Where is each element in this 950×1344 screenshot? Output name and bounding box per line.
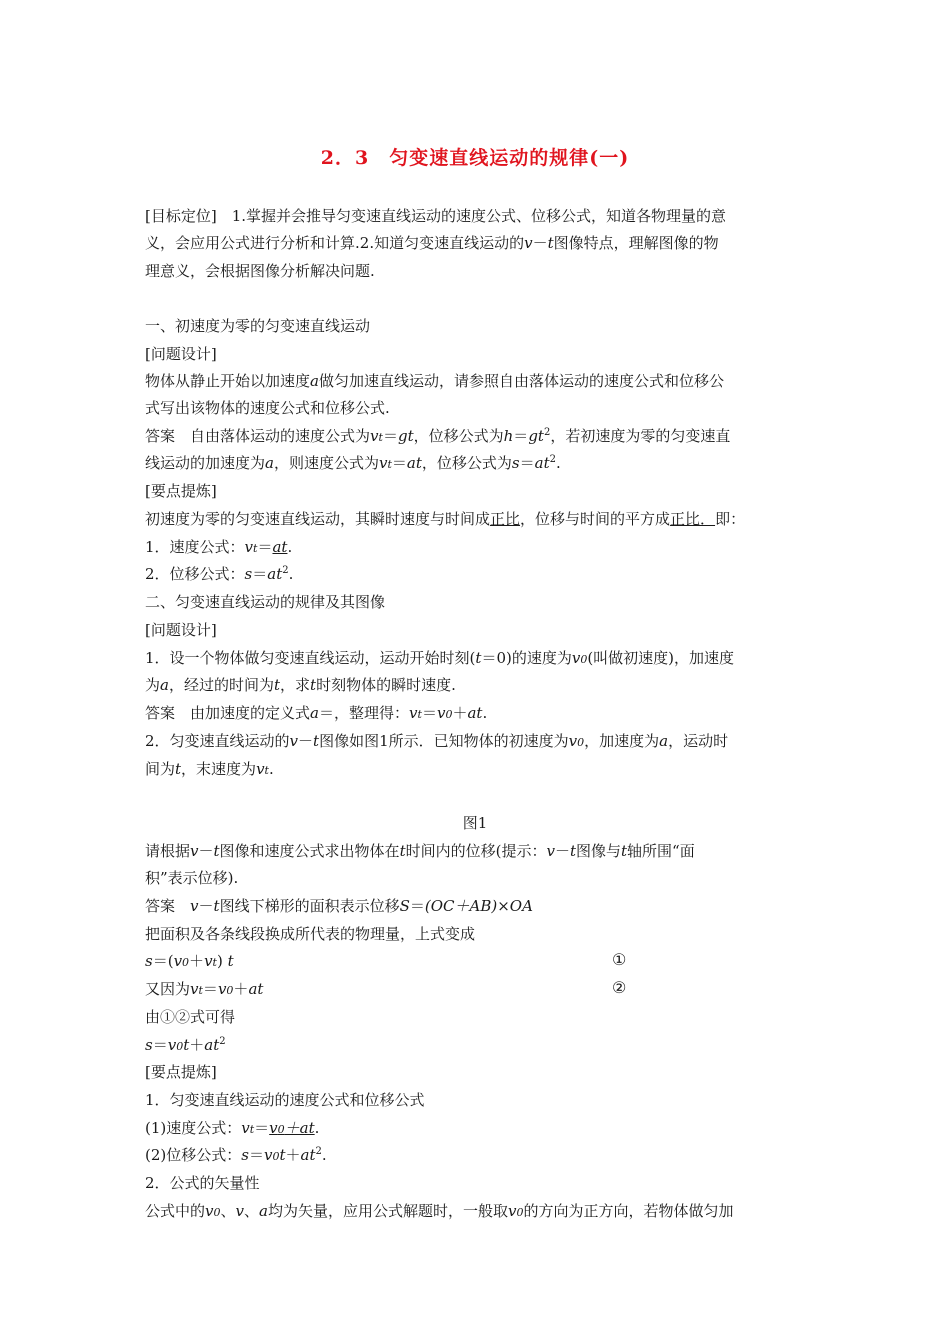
question-text: 间为t，末速度为vt.: [145, 760, 274, 778]
question-text: 1．设一个物体做匀变速直线运动，运动开始时刻(t＝0)的速度为v0(叫做初速度)，加速度: [145, 649, 735, 667]
question-text: 为a，经过的时间为t，求t时刻物体的瞬时速度.: [145, 676, 456, 694]
equation-1: s＝(v0＋vt) t: [145, 952, 234, 970]
section-1-heading: 一、初速度为零的匀变速直线运动: [145, 317, 371, 335]
velocity-formula: (1)速度公式：vt＝v0＋at.: [145, 1119, 320, 1137]
key-points-tag: [要点提炼]: [145, 1063, 217, 1081]
problem-design-tag: [问题设计]: [145, 621, 217, 639]
displacement-formula: 2．位移公式：$s=at^2$.: [145, 565, 294, 583]
section-2-heading: 二、匀变速直线运动的规律及其图像: [145, 593, 386, 611]
page-title: 2．3 匀变速直线运动的规律(一): [320, 147, 630, 169]
answer-text: 由①②式可得: [145, 1008, 236, 1026]
equation-1-number: ①: [612, 950, 627, 969]
key-points-tag: [要点提炼]: [145, 482, 217, 500]
key-point-text: 2．公式的矢量性: [145, 1174, 260, 1192]
figure-caption: 图1: [462, 814, 488, 832]
question-text: 物体从静止开始以加速度a做匀加速直线运动，请参照自由落体运动的速度公式和位移公: [145, 372, 724, 390]
objectives-line-2: 义，会应用公式进行分析和计算.2.知道匀变速直线运动的v－t图像特点，理解图像的物: [145, 234, 719, 252]
answer-text: 把面积及各条线段换成所代表的物理量，上式变成: [145, 925, 476, 943]
answer-text: 线运动的加速度为a，则速度公式为vt＝at，位移公式为$s=at^2$.: [145, 454, 561, 472]
objectives-line-1: [目标定位] 1.掌握并会推导匀变速直线运动的速度公式、位移公式，知道各物理量的意: [145, 207, 727, 225]
answer-text: 答案 由加速度的定义式a＝，整理得：vt＝v0＋at.: [145, 704, 488, 722]
question-text: 积”表示位移).: [145, 869, 239, 887]
objectives-line-3: 理意义，会根据图像分析解决问题.: [145, 262, 375, 280]
displacement-formula: (2)位移公式：$s=v0t+at^2$.: [145, 1146, 327, 1164]
question-text: 请根据v－t图像和速度公式求出物体在t时间内的位移(提示：v－t图像与t轴所围“面: [145, 842, 695, 860]
equation-2: 又因为vt＝v0＋at: [145, 980, 264, 998]
key-point-text: 公式中的v0、v、a均为矢量，应用公式解题时，一般取v0的方向为正方向，若物体做匀加: [145, 1202, 734, 1220]
problem-design-tag: [问题设计]: [145, 345, 217, 363]
velocity-formula: 1．速度公式：vt＝at.: [145, 538, 293, 556]
answer-text: 答案 v－t图线下梯形的面积表示位移S＝(OC＋AB)×OA: [145, 897, 533, 915]
equation-2-number: ②: [612, 978, 627, 997]
question-text: 式写出该物体的速度公式和位移公式.: [145, 399, 390, 417]
key-point-text: 初速度为零的匀变速直线运动，其瞬时速度与时间成正比，位移与时间的平方成正比．即：: [145, 510, 746, 528]
question-text: 2．匀变速直线运动的v－t图像如图1所示．已知物体的初速度为v0，加速度为a，运动时: [145, 732, 729, 750]
result-equation: $s=v0t+at^2$: [145, 1036, 226, 1054]
answer-text: 答案 自由落体运动的速度公式为vt＝gt，位移公式为$h=gt^2$，若初速度为零的匀变速直: [145, 427, 731, 445]
key-point-text: 1．匀变速直线运动的速度公式和位移公式: [145, 1091, 425, 1109]
